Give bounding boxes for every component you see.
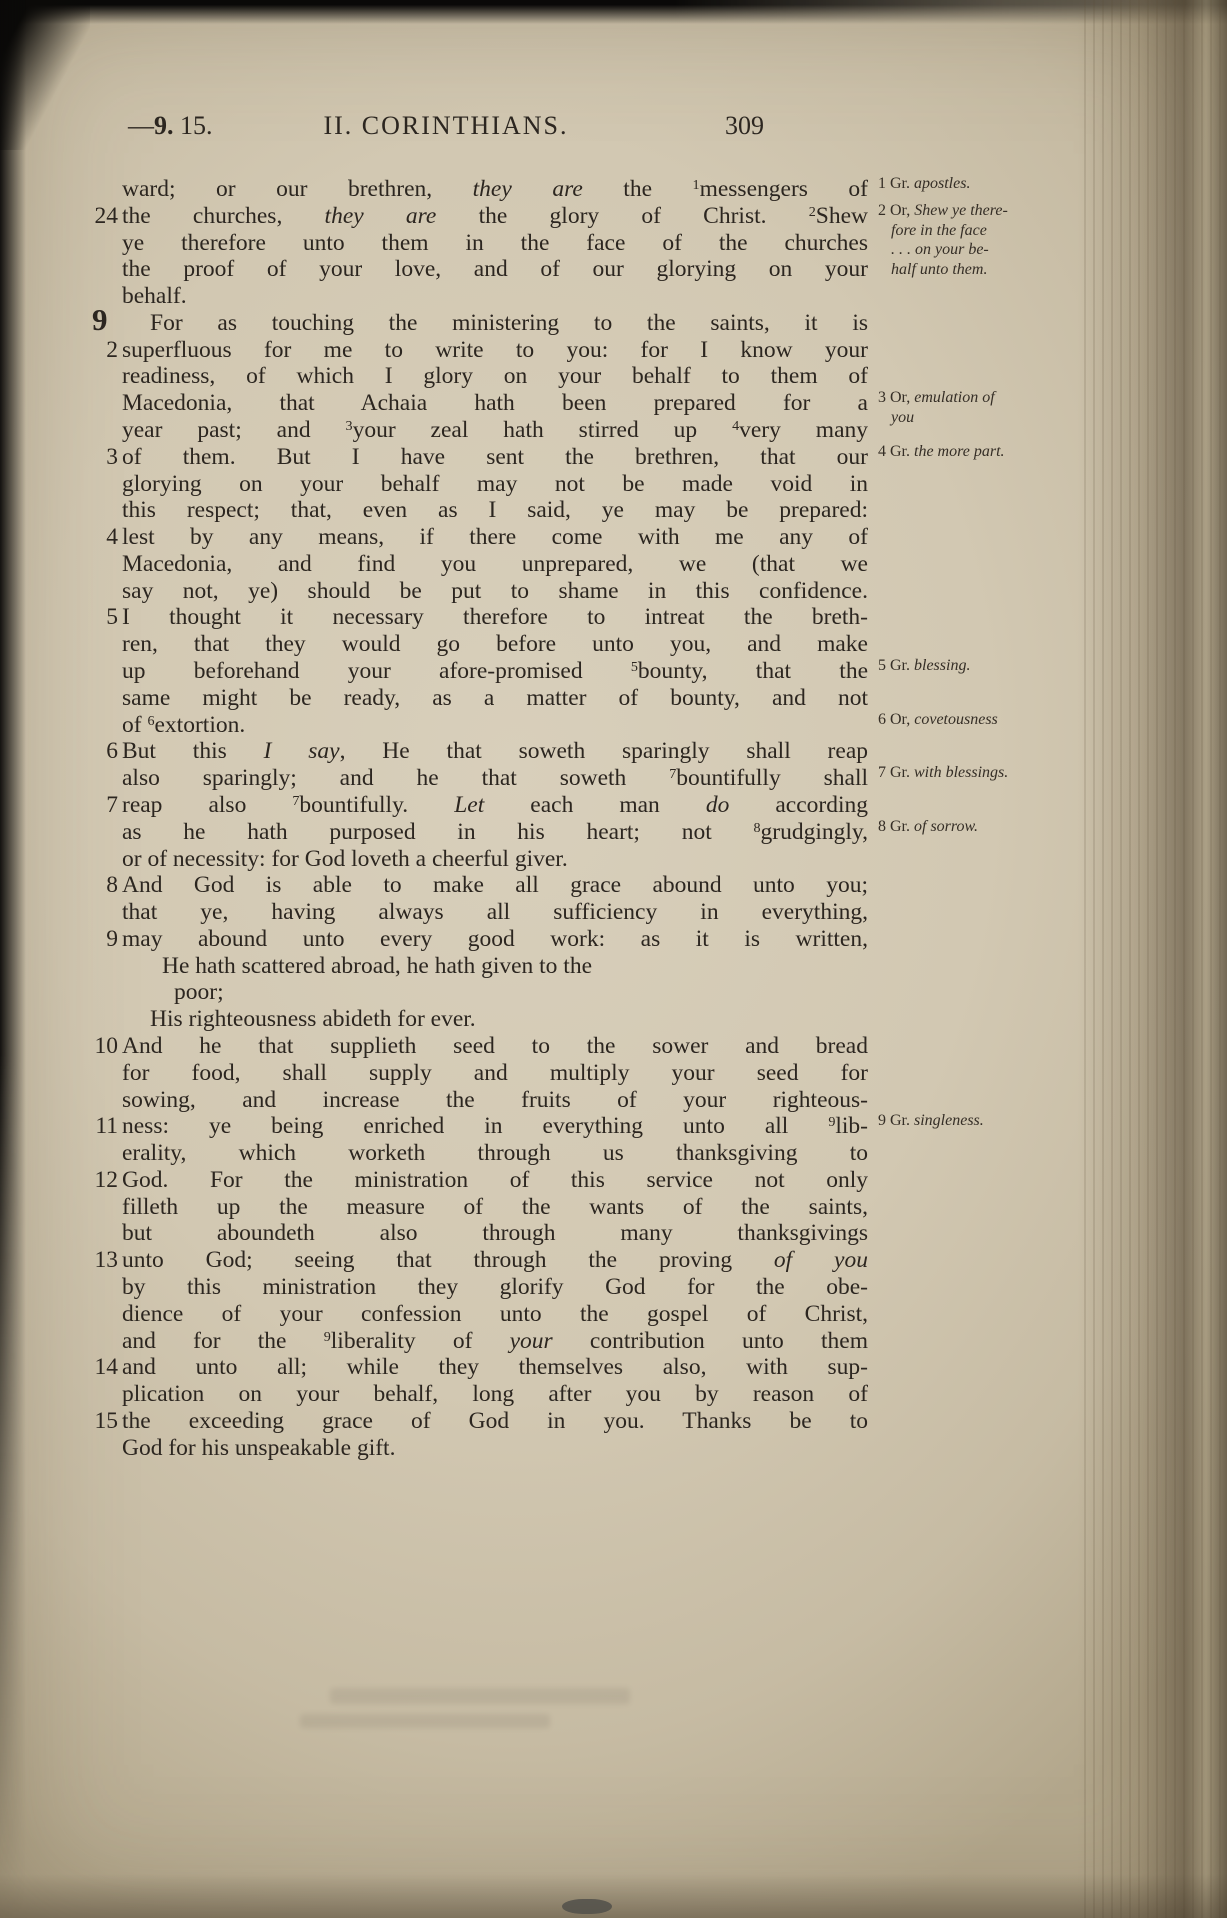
line-text: sowing, and increase the fruits of your righteous-: [122, 1087, 868, 1113]
header-book-title: II. CORINTHIANS.: [323, 111, 569, 140]
text-line: [122, 953, 868, 980]
line-text: that ye, having always all sufficiency in everything,: [122, 899, 868, 925]
margin-note: 7 Gr. with blessings.: [878, 764, 1009, 781]
line-text: say not, ye) should be put to shame in this confidence.: [122, 578, 868, 604]
verse-number: 13: [94, 1247, 118, 1273]
header-page-number: 309: [725, 111, 764, 140]
running-head: [128, 111, 764, 145]
text-line: [122, 658, 868, 685]
ink-bleedthrough-smudge: [330, 1688, 630, 1704]
line-text: or of necessity: for God loveth a cheerful giver.: [122, 846, 568, 872]
margin-note: 4 Gr. the more part.: [878, 443, 1005, 460]
line-text: And God is able to make all grace abound unto you;: [122, 872, 868, 898]
margin-note: 5 Gr. blessing.: [878, 657, 971, 674]
verse-number: 14: [94, 1354, 118, 1380]
verse-number: 6: [106, 738, 118, 764]
text-line: [122, 1006, 868, 1033]
line-text: ren, that they would go before unto you, and make: [122, 631, 868, 657]
line-text: I thought it necessary therefore to intreat the breth-: [122, 604, 868, 630]
verse-number: 7: [106, 792, 118, 818]
text-line: [106, 524, 868, 551]
line-text: superfluous for me to write to you: for I know your: [122, 337, 868, 363]
margin-note: 9 Gr. singleness.: [878, 1112, 984, 1129]
text-line: [122, 471, 868, 498]
verse-number: 10: [94, 1033, 118, 1059]
scan-edge-top: [0, 0, 1227, 24]
text-line: [122, 685, 868, 712]
verse-number: 12: [94, 1167, 118, 1193]
line-text: the churches, they are the glory of Christ. $^2$Shew: [122, 203, 868, 229]
line-text: and unto all; while they themselves also, with sup-: [122, 1354, 868, 1380]
line-text: dience of your confession unto the gospel of Christ,: [122, 1301, 868, 1327]
text-line: [106, 872, 868, 899]
text-line: [122, 1328, 868, 1355]
chapter-number: 9: [92, 302, 108, 337]
text-line: [122, 390, 868, 417]
text-line: [122, 363, 868, 390]
text-line: [122, 551, 868, 578]
text-line: [106, 604, 868, 631]
line-text: the exceeding grace of God in you. Thanks be to: [122, 1408, 868, 1434]
text-line: [122, 497, 868, 524]
text-line: [122, 765, 868, 792]
line-text: erality, which worketh through us thanksgiving to: [122, 1140, 868, 1166]
text-line: [122, 417, 868, 444]
text-line: [122, 846, 868, 873]
line-text: unto God; seeing that through the proving of you: [122, 1247, 868, 1273]
page-edge-shadow: [1077, 0, 1227, 1918]
margin-note: 8 Gr. of sorrow.: [878, 818, 979, 835]
line-text: of them. But I have sent the brethren, that our: [122, 444, 868, 470]
line-text: He hath scattered abroad, he hath given to the: [162, 953, 593, 979]
verse-number: 5: [106, 604, 118, 630]
text-line: [122, 256, 868, 283]
text-line: [122, 1381, 868, 1408]
text-line: [122, 1140, 868, 1167]
line-text: God. For the ministration of this service not only: [122, 1167, 868, 1193]
line-text: readiness, of which I glory on your behalf to them of: [122, 363, 868, 389]
line-text: this respect; that, even as I said, ye may be prepared:: [122, 497, 868, 523]
line-text: But this I say, He that soweth sparingly shall reap: [122, 738, 868, 764]
line-text: of $^6$extortion.: [122, 712, 246, 738]
verse-number: 3: [106, 444, 118, 470]
text-line: [122, 176, 868, 203]
margin-note: 6 Or, covetousness: [878, 711, 998, 728]
line-text: up beforehand your afore-promised $^5$bounty, that the: [122, 658, 868, 684]
line-text: same might be ready, as a matter of bounty, and not: [122, 685, 868, 711]
margin-note: 1 Gr. apostles.: [878, 175, 971, 192]
line-text: may abound unto every good work: as it is written,: [122, 926, 868, 952]
line-text: glorying on your behalf may not be made void in: [122, 471, 868, 497]
header-verse-number: 15.: [180, 111, 213, 140]
scan-edge-bottom: [0, 1874, 1227, 1918]
text-line: [122, 979, 868, 1006]
text-line: [122, 631, 868, 658]
margin-note: 3 Or, emulation of you: [878, 389, 995, 426]
text-line: [122, 283, 868, 310]
text-line: [95, 1113, 868, 1140]
line-text: and for the $^9$liberality of your contribution unto them: [122, 1328, 869, 1354]
text-line: [94, 1167, 868, 1194]
text-line: [106, 337, 868, 364]
text-line: [122, 899, 868, 926]
line-text: God for his unspeakable gift.: [122, 1435, 396, 1461]
text-line: [122, 1194, 868, 1221]
text-line: [122, 1087, 868, 1114]
margin-note: 2 Or, Shew ye there- fore in the face . . . on your be- half unto them.: [878, 202, 1008, 278]
line-text: His righteousness abideth for ever.: [150, 1006, 476, 1032]
header-chapter-number: 9.: [154, 111, 174, 140]
verse-number: 8: [106, 872, 118, 898]
text-line: [106, 738, 868, 765]
text-line: [122, 230, 868, 257]
verse-number: 15: [94, 1408, 118, 1434]
line-text: for food, shall supply and multiply your seed for: [122, 1060, 868, 1086]
ink-bleedthrough-smudge: [300, 1714, 550, 1728]
text-line: [92, 302, 868, 337]
text-line: [122, 1301, 868, 1328]
text-line: [94, 1033, 868, 1060]
text-line: [122, 1060, 868, 1087]
text-line: [122, 1274, 868, 1301]
text-line: [94, 203, 868, 230]
line-text: ward; or our brethren, they are the $^1$messengers of: [122, 176, 869, 202]
line-text: ness: ye being enriched in everything unto all $^9$lib-: [122, 1113, 868, 1139]
line-text: the proof of your love, and of our glorying on your: [122, 256, 868, 282]
line-text: but aboundeth also through many thanksgivings: [122, 1220, 868, 1246]
line-text: by this ministration they glorify God for the obe-: [122, 1274, 868, 1300]
line-text: behalf.: [122, 283, 187, 309]
line-text: ye therefore unto them in the face of the churches: [122, 230, 868, 256]
text-line: [122, 712, 868, 739]
text-line: [94, 1354, 868, 1381]
line-text: poor;: [174, 979, 224, 1005]
line-text: reap also $^7$bountifully. Let each man do according: [122, 792, 868, 818]
text-line: [122, 1220, 868, 1247]
line-text: as he hath purposed in his heart; not $^8$grudgingly,: [122, 819, 868, 845]
verse-number: 24: [94, 203, 118, 229]
text-line: [94, 1247, 868, 1274]
line-text: filleth up the measure of the wants of the saints,: [122, 1194, 868, 1220]
text-line: [106, 792, 868, 819]
verse-number: 9: [106, 926, 118, 952]
text-line: [106, 444, 868, 471]
line-text: plication on your behalf, long after you by reason of: [122, 1381, 868, 1407]
header-dash: —: [128, 111, 154, 140]
line-text: lest by any means, if there come with me any of: [122, 524, 868, 550]
line-text: also sparingly; and he that soweth $^7$bountifully shall: [122, 765, 868, 791]
text-line: [122, 578, 868, 605]
verse-number: 2: [106, 337, 118, 363]
scan-edge-left: [0, 0, 26, 1918]
text-line: [122, 819, 868, 846]
line-text: year past; and $^3$your zeal hath stirred up $^4$very many: [122, 417, 868, 443]
text-line: [106, 926, 868, 953]
line-text: Macedonia, that Achaia hath been prepared for a: [122, 390, 868, 416]
text-line: [94, 1408, 868, 1435]
line-text: Macedonia, and find you unprepared, we (that we: [122, 551, 868, 577]
line-text: For as touching the ministering to the saints, it is: [150, 310, 868, 336]
text-line: [122, 1435, 868, 1462]
line-text: And he that supplieth seed to the sower and bread: [122, 1033, 868, 1059]
scan-artifact-mark: [562, 1899, 612, 1914]
verse-number: 11: [95, 1113, 118, 1139]
verse-number: 4: [106, 524, 118, 550]
